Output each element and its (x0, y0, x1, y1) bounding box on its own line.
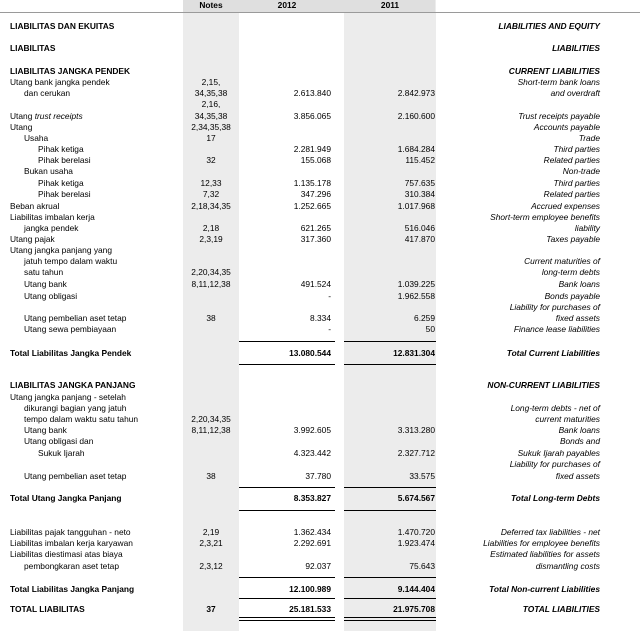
subtotal-rule-2012 (239, 341, 335, 342)
year-2012-header: 2012 (277, 0, 297, 10)
total-rule-2011 (344, 364, 436, 365)
total-rule-2011 (344, 510, 436, 511)
row-value-2011: 1.962.558 (397, 291, 435, 301)
row-value-2012: 3.856.065 (293, 111, 331, 121)
row-label-en: liability (574, 223, 600, 233)
row-label-id: Sukuk Ijarah (38, 448, 85, 458)
row-label-en: and overdraft (550, 88, 600, 98)
row-value-2011: 1.017.968 (397, 201, 435, 211)
row-label-id: dikurangi bagian yang jatuh (24, 403, 127, 413)
row-value-2012: 2.292.691 (293, 538, 331, 548)
row-note: 37 (206, 604, 216, 614)
row-value-2011: 2.160.600 (397, 111, 435, 121)
row-label-id: Utang (10, 122, 33, 132)
noncurrent-heading-id: LIABILITAS JANGKA PANJANG (10, 380, 136, 390)
liabilities-heading-en: LIABILITIES (552, 43, 600, 53)
row-label-id: Utang jangka panjang - setelah (10, 392, 126, 402)
row-value-2011: 417.870 (404, 234, 435, 244)
row-value-2011: 516.046 (404, 223, 435, 233)
row-label-id: Utang bank jangka pendek (10, 77, 110, 87)
row-label-id: Beban akrual (10, 201, 60, 211)
row-value-2012: 37.780 (305, 471, 331, 481)
row-note: 2,20,34,35 (191, 267, 231, 277)
row-label-id: jangka pendek (24, 223, 79, 233)
row-label-en: Short-term bank loans (517, 77, 600, 87)
row-value-2011: 2.842.973 (397, 88, 435, 98)
row-label-id: Bukan usaha (24, 166, 73, 176)
row-value-2012: 4.323.442 (293, 448, 331, 458)
row-label-en: Total Current Liabilities (506, 348, 600, 358)
current-heading-id: LIABILITAS JANGKA PENDEK (10, 66, 131, 76)
grand-total-rule-2012 (239, 617, 335, 621)
row-label-id: Total Liabilitas Jangka Panjang (10, 584, 135, 594)
row-label-id: Pihak berelasi (38, 189, 91, 199)
row-note: 38 (206, 471, 216, 481)
row-label-en: Bonds payable (544, 291, 600, 301)
row-label-en: Finance lease liabilities (513, 324, 600, 334)
row-label-id: Utang bank (24, 279, 67, 289)
noncurrent-heading-en: NON-CURRENT LIABILITIES (487, 380, 600, 390)
row-label-id: Utang sewa pembiayaan (24, 324, 117, 334)
row-value-2011: 12.831.304 (393, 348, 435, 358)
notes-header: Notes (199, 0, 223, 10)
row-note: 2,18 (202, 223, 220, 233)
row-label-en: Liabilities for employee benefits (483, 538, 600, 548)
row-note: 7,32 (202, 189, 220, 199)
row-value-2012: 12.100.989 (289, 584, 331, 594)
row-note: 2,15, (201, 77, 221, 87)
row-label-id: tempo dalam waktu satu tahun (24, 414, 139, 424)
row-value-2012: 8.334 (310, 313, 331, 323)
liabilities-heading-id: LIABILITAS (10, 43, 56, 53)
row-label-id: satu tahun (24, 267, 64, 277)
row-note: 32 (206, 155, 216, 165)
row-label-en: dismantling costs (535, 561, 600, 571)
row-note: 2,18,34,35 (191, 201, 231, 211)
row-note: 34,35,38 (194, 111, 228, 121)
row-label-en: Long-term debts - net of (510, 403, 600, 413)
row-value-2011: 9.144.404 (397, 584, 435, 594)
row-note: 38 (206, 313, 216, 323)
row-label-id: Liabilitas diestimasi atas biaya (10, 549, 123, 559)
row-label-en: Liability for purchases of (509, 459, 600, 469)
row-value-2011: 50 (425, 324, 435, 334)
row-label-id: Liabilitas imbalan kerja karyawan (10, 538, 133, 548)
grand-total-rule-2011 (344, 617, 436, 621)
row-value-2012: 1.362.434 (293, 527, 331, 537)
row-label-en: Current maturities of (524, 256, 600, 266)
row-value-2011: 6.259 (414, 313, 435, 323)
row-label-en: Total Non-current Liabilities (489, 584, 600, 594)
row-label-en: Deferred tax liabilities - net (500, 527, 600, 537)
row-note: 8,11,12,38 (191, 425, 231, 435)
row-note: 17 (206, 133, 216, 143)
row-value-2011: 2.327.712 (397, 448, 435, 458)
row-label-id: Utang pembelian aset tetap (24, 313, 127, 323)
row-label-id: Pihak ketiga (38, 178, 84, 188)
row-label-en: Accrued expenses (531, 201, 600, 211)
total-rule-2012 (239, 364, 335, 365)
row-label-en: Total Long-term Debts (510, 493, 600, 503)
row-label-en: Third parties (553, 178, 600, 188)
subtotal-rule-2011 (344, 341, 436, 342)
row-label-id: Total Liabilitas Jangka Pendek (10, 348, 132, 358)
row-label-id: Usaha (24, 133, 49, 143)
row-label-id: Total Utang Jangka Panjang (10, 493, 122, 503)
header-rule (0, 12, 640, 13)
row-label-en: Third parties (553, 144, 600, 154)
subtotal-rule-2012 (239, 487, 335, 488)
row-value-2011: 1.039.225 (397, 279, 435, 289)
subtotal-rule-2011 (344, 487, 436, 488)
row-value-2012: 3.992.605 (293, 425, 331, 435)
row-label-id: pembongkaran aset tetap (24, 561, 119, 571)
row-value-2012: 1.252.665 (293, 201, 331, 211)
row-label-id: Utang obligasi dan (24, 436, 94, 446)
row-label-en: fixed assets (555, 313, 600, 323)
row-note: 12,33 (200, 178, 222, 188)
row-label-en: Related parties (543, 189, 600, 199)
row-label-en: Bonds and (559, 436, 600, 446)
row-label-en: Trust receipts payable (518, 111, 600, 121)
row-note: 8,11,12,38 (191, 279, 231, 289)
row-label-en: Short-term employee benefits (490, 212, 600, 222)
row-label-en: Liability for purchases of (509, 302, 600, 312)
total-rule-2011 (344, 598, 436, 599)
row-value-2012: 8.353.827 (293, 493, 331, 503)
row-label-prefix: Utang (10, 111, 35, 121)
row-value-2011: 757.635 (404, 178, 435, 188)
row-value-2011: 1.684.284 (397, 144, 435, 154)
row-label-en: fixed assets (555, 471, 600, 481)
row-value-2011: 75.643 (409, 561, 435, 571)
row-value-2012: 317.360 (300, 234, 331, 244)
subtotal-rule-2012 (239, 577, 335, 578)
row-value-2012: 13.080.544 (289, 348, 331, 358)
row-note: 2,19 (202, 527, 220, 537)
row-value-2012: 2.281.949 (293, 144, 331, 154)
row-value-2011: 310.384 (404, 189, 435, 199)
row-label-id: Utang obligasi (24, 291, 78, 301)
row-value-2011: 21.975.708 (393, 604, 435, 614)
row-value-2011: 33.575 (409, 471, 435, 481)
row-value-2011: 115.452 (405, 155, 435, 165)
row-label-id: jatuh tempo dalam waktu (24, 256, 118, 266)
row-label-id: Utang pajak (10, 234, 55, 244)
row-label-en: Non-trade (562, 166, 600, 176)
row-label-en: Trade (578, 133, 600, 143)
row-label-en: TOTAL LIABILITIES (522, 604, 600, 614)
row-value-2012: 491.524 (300, 279, 331, 289)
row-label-en: current maturities (535, 414, 600, 424)
row-note: 2,3,21 (199, 538, 223, 548)
row-label-id: Pihak ketiga (38, 144, 84, 154)
row-label-en: long-term debts (541, 267, 600, 277)
total-rule-2012 (239, 598, 335, 599)
row-label-en: Taxes payable (546, 234, 600, 244)
row-note: 2,20,34,35 (191, 414, 231, 424)
row-label-en: Bank loans (558, 425, 600, 435)
row-label-en: Sukuk Ijarah payables (517, 448, 600, 458)
row-label-id: Utang pembelian aset tetap (24, 471, 127, 481)
row-label-id (10, 111, 83, 121)
row-label-en: Estimated liabilities for assets (490, 549, 600, 559)
row-label-italic: trust receipts (34, 111, 83, 121)
row-label-en: Accounts payable (533, 122, 600, 132)
row-value-2012: 155.068 (300, 155, 331, 165)
row-value-2012: 1.135.178 (293, 178, 331, 188)
total-rule-2012 (239, 510, 335, 511)
subtotal-rule-2011 (344, 577, 436, 578)
row-value-2011: 1.923.474 (397, 538, 435, 548)
row-label-id: dan cerukan (24, 88, 71, 98)
row-value-2012: 92.037 (305, 561, 331, 571)
section-title-id: LIABILITAS DAN EKUITAS (10, 21, 115, 31)
row-label-id: Utang jangka panjang yang (10, 245, 112, 255)
row-value-2012: 621.265 (300, 223, 331, 233)
row-note: 2,3,19 (199, 234, 223, 244)
row-value-2012: - (328, 324, 331, 334)
row-label-id: Pihak berelasi (38, 155, 91, 165)
row-label-id: Liabilitas imbalan kerja (10, 212, 95, 222)
row-label-id: Utang bank (24, 425, 67, 435)
row-note: 2,16, (201, 99, 221, 109)
row-label-en: Bank loans (558, 279, 600, 289)
row-label-id: TOTAL LIABILITAS (10, 604, 85, 614)
row-label-id: Liabilitas pajak tangguhan - neto (10, 527, 131, 537)
row-note: 2,3,12 (199, 561, 223, 571)
row-note: 2,34,35,38 (191, 122, 231, 132)
row-value-2012: 347.296 (300, 189, 331, 199)
year-2011-header: 2011 (380, 0, 400, 10)
row-value-2012: 2.613.840 (293, 88, 331, 98)
row-value-2011: 1.470.720 (397, 527, 435, 537)
row-label-en: Related parties (543, 155, 600, 165)
row-value-2012: 25.181.533 (289, 604, 331, 614)
row-value-2011: 3.313.280 (397, 425, 435, 435)
current-heading-en: CURRENT LIABILITIES (508, 66, 600, 76)
row-value-2011: 5.674.567 (397, 493, 435, 503)
section-title-en: LIABILITIES AND EQUITY (498, 21, 600, 31)
row-value-2012: - (328, 291, 331, 301)
row-note: 34,35,38 (194, 88, 228, 98)
